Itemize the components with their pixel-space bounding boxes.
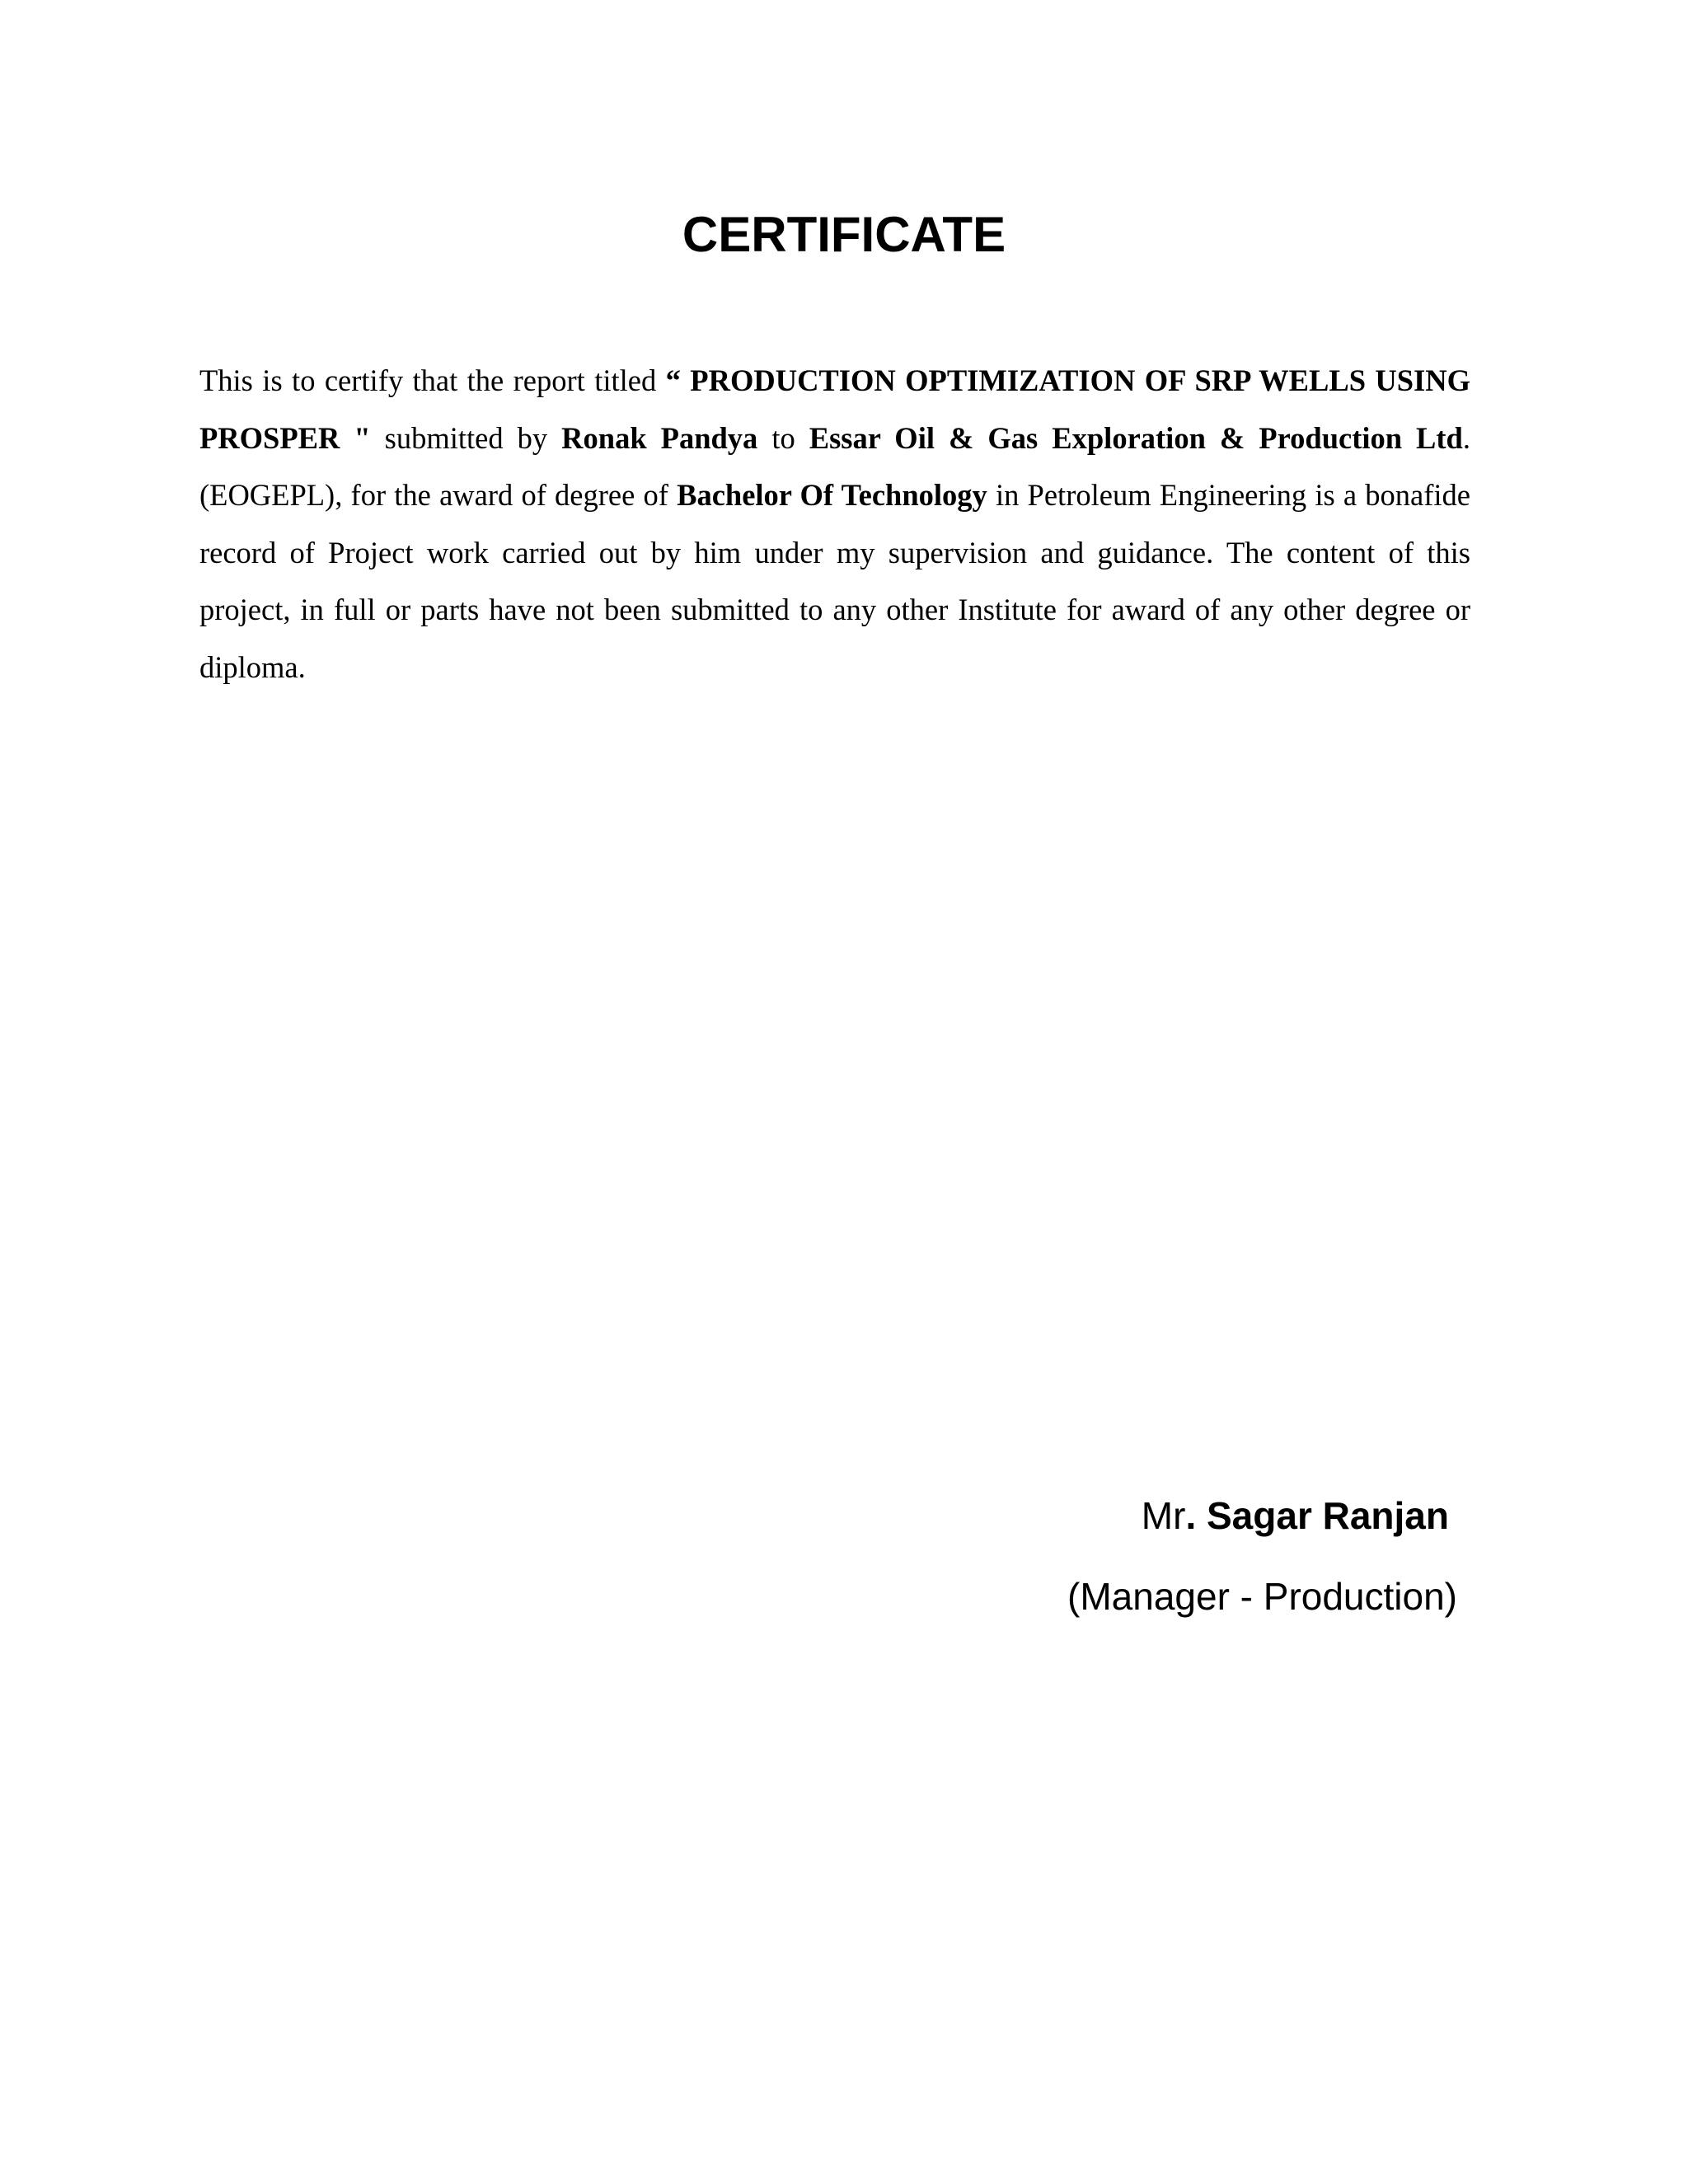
report-title: “ PRODUCTION OPTIMIZATION OF SRP WELLS USING PROSPER " xyxy=(199,363,1471,455)
signatory-name xyxy=(1142,1493,1449,1538)
signatory-designation: (Manager - Production) xyxy=(1067,1575,1457,1618)
body-text-submitted-by: submitted by xyxy=(370,420,562,455)
body-text-closing: in Petroleum Engineering is a bonafide record of Project work carried out by him under my supervision and guidance. The content of this project, in full or parts have not been submitted to any other Institute for award of any other degree or diploma. xyxy=(199,478,1470,684)
certificate-title: CERTIFICATE xyxy=(682,207,1006,262)
body-text-intro: This is to certify that the report titled xyxy=(199,363,666,397)
signatory-prefix: Mr xyxy=(1141,1494,1186,1537)
degree-name: Bachelor Of Technology xyxy=(677,478,987,512)
signatory-full-name: . Sagar Ranjan xyxy=(1185,1494,1449,1537)
body-text-award: .(EOGEPL), for the award of degree of xyxy=(199,420,1470,512)
student-name: Ronak Pandya xyxy=(561,420,758,455)
certificate-body xyxy=(199,352,1470,696)
company-name: Essar Oil & Gas Exploration & Production Ltd xyxy=(809,420,1463,455)
body-text-to: to xyxy=(757,420,809,455)
